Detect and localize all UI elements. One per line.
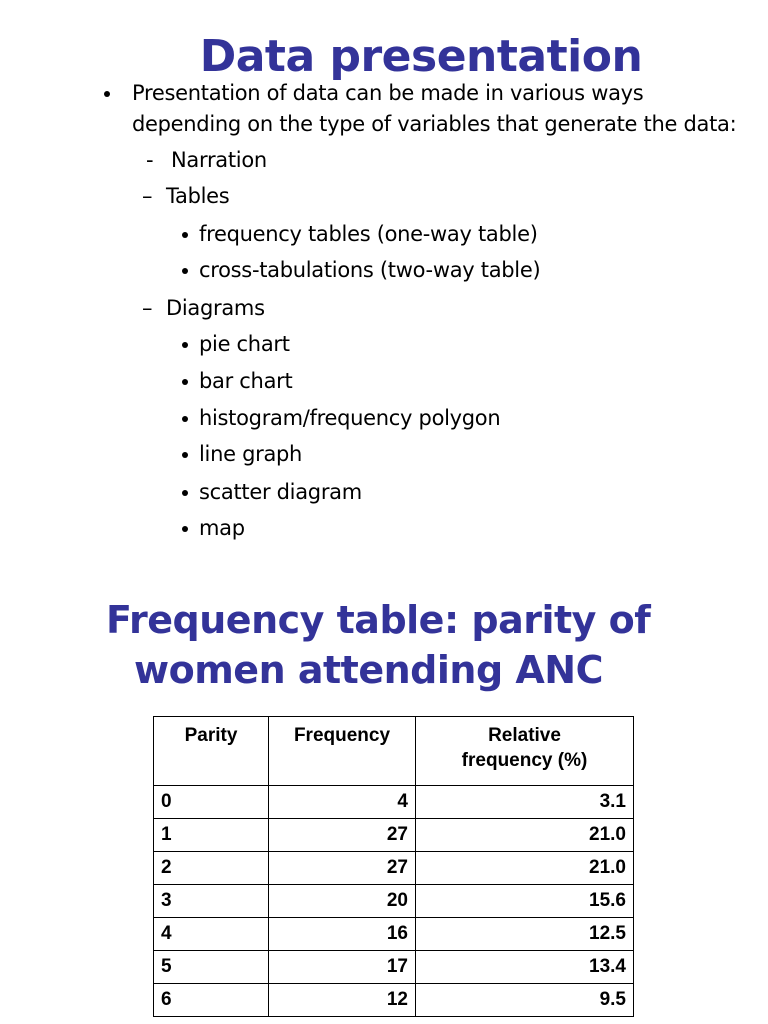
header-relative-frequency xyxy=(416,717,634,786)
bullet-dot-icon xyxy=(182,452,188,458)
list-item-label: scatter diagram xyxy=(199,480,362,504)
bullet-dot-icon xyxy=(182,379,188,385)
list-item-label: pie chart xyxy=(199,332,290,356)
dash-marker: - xyxy=(146,148,154,172)
header-relative-line-1: Relative xyxy=(488,725,561,746)
list-item-label: frequency tables (one-way table) xyxy=(199,222,538,246)
table-slide-title xyxy=(0,595,768,695)
cell-relative: 3.1 xyxy=(416,786,634,819)
intro-line-1: Presentation of data can be made in various ways xyxy=(132,81,644,105)
bullet-dot-icon xyxy=(182,232,188,238)
cell-relative: 21.0 xyxy=(416,852,634,885)
bullet-dot-icon xyxy=(182,526,188,532)
table-row xyxy=(154,918,634,951)
table-title-line-1: Frequency table: parity of xyxy=(106,598,651,642)
list-item-label: map xyxy=(199,516,245,540)
intro-line-2: depending on the type of variables that generate the data: xyxy=(132,112,737,136)
dash-marker: – xyxy=(142,296,153,320)
list-item-label: cross-tabulations (two-way table) xyxy=(199,258,541,282)
narration-label: Narration xyxy=(171,148,267,172)
list-item-label: histogram/frequency polygon xyxy=(199,406,501,430)
cell-relative: 13.4 xyxy=(416,951,634,984)
bullet-dot-icon xyxy=(182,268,188,274)
table-row xyxy=(154,984,634,1017)
bullet-dot-icon xyxy=(182,342,188,348)
cell-relative: 12.5 xyxy=(416,918,634,951)
cell-frequency: 12 xyxy=(269,984,416,1017)
table-title-line-2: women attending ANC xyxy=(134,648,603,692)
frequency-table xyxy=(153,716,634,1017)
header-relative-line-2: frequency (%) xyxy=(461,750,588,771)
list-item-label: bar chart xyxy=(199,369,293,393)
diagrams-label: Diagrams xyxy=(166,296,265,320)
table-row xyxy=(154,885,634,918)
table-row xyxy=(154,819,634,852)
cell-frequency: 20 xyxy=(269,885,416,918)
table-row xyxy=(154,852,634,885)
bullet-dot-icon xyxy=(182,490,188,496)
cell-frequency: 27 xyxy=(269,819,416,852)
header-parity: Parity xyxy=(154,717,269,786)
cell-frequency: 27 xyxy=(269,852,416,885)
cell-parity: 0 xyxy=(154,786,269,819)
dash-marker: – xyxy=(142,184,153,208)
list-item-label: line graph xyxy=(199,442,303,466)
cell-parity: 1 xyxy=(154,819,269,852)
bullet-dot-icon xyxy=(104,91,110,97)
cell-relative: 9.5 xyxy=(416,984,634,1017)
slide-title: Data presentation xyxy=(199,31,643,82)
table-header-row xyxy=(154,717,634,786)
tables-label: Tables xyxy=(166,184,230,208)
cell-parity: 5 xyxy=(154,951,269,984)
cell-parity: 4 xyxy=(154,918,269,951)
cell-parity: 6 xyxy=(154,984,269,1017)
cell-parity: 2 xyxy=(154,852,269,885)
cell-relative: 15.6 xyxy=(416,885,634,918)
cell-frequency: 16 xyxy=(269,918,416,951)
table-row xyxy=(154,951,634,984)
header-frequency: Frequency xyxy=(269,717,416,786)
cell-relative: 21.0 xyxy=(416,819,634,852)
table-row xyxy=(154,786,634,819)
cell-parity: 3 xyxy=(154,885,269,918)
cell-frequency: 17 xyxy=(269,951,416,984)
cell-frequency: 4 xyxy=(269,786,416,819)
bullet-dot-icon xyxy=(182,416,188,422)
